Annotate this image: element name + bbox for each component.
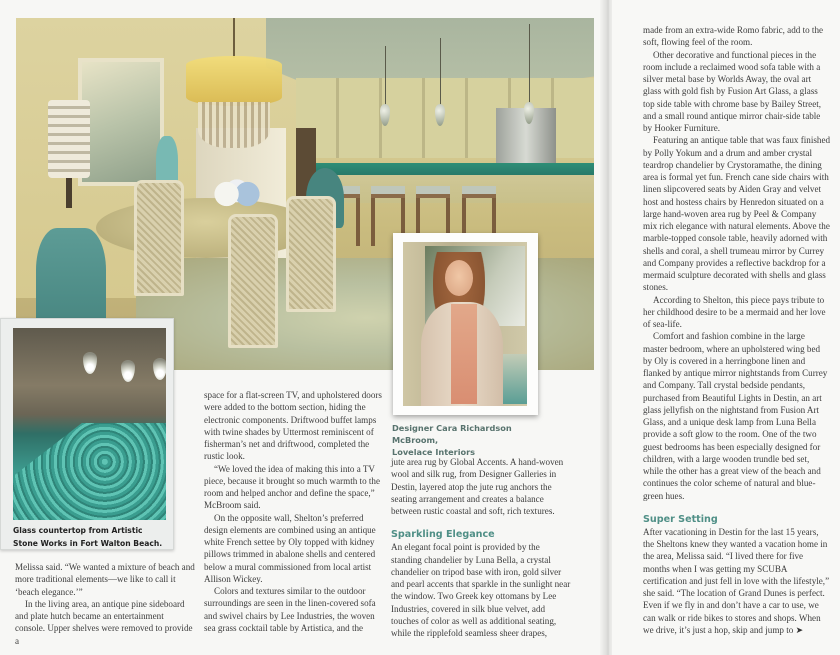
article-column-1	[15, 561, 195, 647]
photo-dining-table	[96, 198, 316, 258]
photo-mirror	[78, 58, 164, 186]
paragraph: Colors and textures similar to the outdoor surroundings are seen in the linen-covered sofa and swivel chairs by Lee Industries, the woven sea grass cocktail table by Artistica, and the	[204, 586, 376, 633]
designer-portrait-photo	[403, 242, 527, 406]
pendant-cord	[529, 24, 530, 104]
subhead-super-setting: Super Setting	[643, 513, 718, 525]
glass-countertop-inset	[0, 318, 174, 550]
paragraph: Featuring an antique table that was faux finished by Polly Yokum and a drum and amber crystal teardrop chandelier by Crystoramathe, the dining area is formal yet fun. French cane side chairs with linen slipcovered seats by Aiden Gray and velvet host and hostess chairs by Henredon situated on a large hand-woven area rug by Peel & Company mix rich elegance with natural elements. Above the marble-topped console table, heavily adorned with shells and coral, a shell trumeau mirror by Currey and Company provides a reflective backdrop for a mermaid sculpture decorated with shells and glass stones.	[643, 135, 831, 293]
paragraph: space for a flat-screen TV, and upholstered doors were added to the bottom section, hiding the electronic components. Driftwood buffet lamps with twine shades by Uttermost reminiscent of fisherman’s net and driftwood, completed the rustic look.	[204, 390, 382, 462]
photo-flowers	[211, 178, 263, 210]
pendant-cord	[385, 46, 386, 106]
article-column-3	[391, 456, 571, 639]
paragraph: Comfort and fashion combine in the large master bedroom, where an upholstered wing bed by Oly is covered in a herringbone linen and flanked by antique mirror nightstands from Currey and Company. Tall crystal bedside pendants, purchased from Beautiful Lights in Destin, an art glass jellyfish on the nightstand from Fusion Art Glass, and a unique desk lamp from Luna Bella provide a soft glow to the room. One of the two guest bedrooms has been especially designed for children, with a large wooden trundle bed set, while the other has a great view of the beach and continues the color scheme of natural and blue-green hues.	[643, 331, 828, 501]
glass-pendant-light	[121, 360, 135, 382]
photo-lamp-base	[66, 178, 72, 208]
article-column-2	[204, 389, 384, 634]
portrait-face	[445, 260, 473, 296]
pendant-cord	[440, 38, 441, 106]
chandelier-crystals	[198, 102, 270, 148]
cane-chair	[286, 196, 336, 312]
portrait-caption-line2: Lovelace Interiors	[392, 447, 476, 457]
paragraph: In the living area, an antique pine sideboard and plate hutch became an entertainment console. Upper shelves were removed to provide a	[15, 598, 193, 646]
glass-countertop	[13, 423, 166, 520]
drum-chandelier	[186, 56, 282, 106]
glass-countertop-photo	[13, 328, 166, 520]
portrait-caption-line1: Designer Cara Richardson McBroom,	[392, 423, 512, 445]
cane-chair	[134, 180, 184, 296]
paragraph: On the opposite wall, Shelton’s preferred design elements are combined using an antique white French settee by Oly topped with kidney pillows trimmed in abalone shells and centered below a mural commissioned from local artist Allison Wickey.	[204, 512, 376, 584]
article-column-4	[643, 24, 831, 636]
paragraph: “We loved the idea of making this into a TV piece, because it brought so much warmth to the room and helped anchor and define the space,” McBroom said.	[204, 463, 381, 511]
chandelier-chain	[233, 18, 235, 58]
paragraph: According to Shelton, this piece pays tribute to her childhood desire to be a mermaid and her love of sea-life.	[643, 294, 826, 329]
paragraph: made from an extra-wide Romo fabric, add to the soft, flowing feel of the room.	[643, 25, 824, 48]
paragraph: jute area rug by Global Accents. A hand-woven wool and silk rug, from Designer Galleries in Destin, layered atop the jute rug anchors the seating arrangement and creates a balance between rustic coastal and soft, rich textures.	[391, 457, 564, 516]
cane-chair	[228, 214, 278, 348]
glass-pendant-light	[83, 352, 97, 374]
designer-portrait	[393, 233, 538, 415]
photo-crystal-lamp	[48, 100, 90, 178]
paragraph: Other decorative and functional pieces in the room include a reclaimed wood sofa table with a silver metal base by Worlds Away, the oval art glass with gold fish by Fusion Art Glass, a glass top side table with chrome base by Bailey Street, and a small round antique mirror chair-side table by Hooker Furniture.	[643, 49, 822, 133]
paragraph: An elegant focal point is provided by the standing chandelier by Luna Bella, a crystal chandelier on tripod base with iron, gold silver and pearl accents that sparkle in the sunlight near the window. Two Greek key ottomans by Lee Industries, covered in silk blue velvet, add touches of color as well as additional seating, while the ripplefold seamless sheer drapes,	[391, 542, 571, 638]
inset-photo-caption: Glass countertop from Artistic Stone Works in Fort Walton Beach.	[13, 526, 163, 548]
subhead-sparkling-elegance: Sparkling Elegance	[391, 529, 495, 541]
portrait-caption	[392, 422, 552, 458]
paragraph: Melissa said. “We wanted a mixture of beach and more traditional elements—we like to call it ‘beach elegance.’”	[15, 562, 195, 597]
paragraph: After vacationing in Destin for the last 15 years, the Sheltons knew they wanted a vacation home in the area, Melissa said. “I lived there for five months when I was getting my SCUBA certification and just fell in love with the lifestyle,” she said. “The location of Grand Dunes is perfect. Even if we fly in and don’t have a car to use, we can walk or ride bikes to stores and shops. When we drive, it’s just a hop, skip and jump to	[643, 526, 830, 635]
portrait-blouse	[451, 304, 477, 404]
glass-pendant-light	[153, 358, 166, 380]
paragraph-with-continuation	[643, 526, 831, 636]
continue-arrow-icon: ➤	[795, 624, 804, 635]
